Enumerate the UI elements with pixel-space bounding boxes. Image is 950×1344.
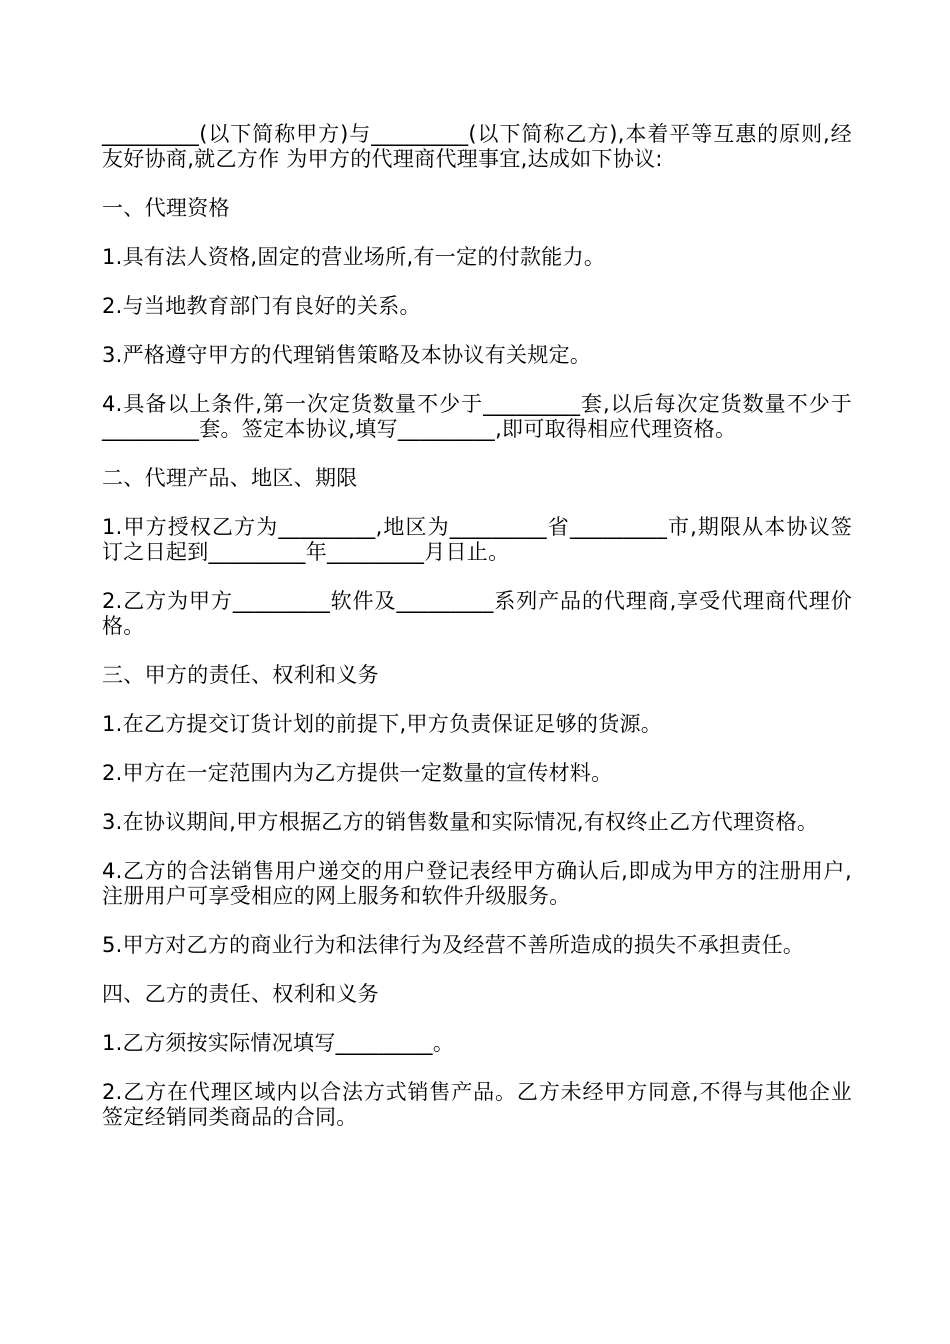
clause-1-2: 2.与当地教育部门有良好的关系。 (102, 294, 421, 318)
clause-3-3: 3.在协议期间,甲方根据乙方的销售数量和实际情况,有权终止乙方代理资格。 (102, 810, 819, 834)
clause-2-2: 2.乙方为甲方_________软件及_________系列产品的代理商,享受代理商代理价格。 (102, 589, 852, 638)
document-page (102, 122, 852, 1154)
clause-3-2: 2.甲方在一定范围内为乙方提供一定数量的宣传材料。 (102, 761, 613, 785)
clause-1-3: 3.严格遵守甲方的代理销售策略及本协议有关规定。 (102, 343, 592, 367)
section-heading-3: 三、甲方的责任、权利和义务 (102, 663, 379, 687)
section-heading-1: 一、代理资格 (102, 196, 230, 220)
clause-3-4: 4.乙方的合法销售用户递交的用户登记表经甲方确认后,即成为甲方的注册用户,注册用户可享受相应的网上服务和软件升级服务。 (102, 859, 852, 908)
clause-2-1: 1.甲方授权乙方为_________,地区为_________省_________市,期限从本协议签订之日起到_________年_________月日止。 (102, 515, 852, 564)
clause-4-2: 2.乙方在代理区域内以合法方式销售产品。乙方未经甲方同意,不得与其他企业签定经销同类商品的合同。 (102, 1080, 852, 1129)
intro-paragraph: _________(以下简称甲方)与_________(以下简称乙方),本着平等互惠的原则,经友好协商,就乙方作 为甲方的代理商代理事宜,达成如下协议: (102, 122, 852, 171)
clause-3-1: 1.在乙方提交订货计划的前提下,甲方负责保证足够的货源。 (102, 712, 663, 736)
clause-4-1: 1.乙方须按实际情况填写_________。 (102, 1031, 455, 1055)
clause-3-5: 5.甲方对乙方的商业行为和法律行为及经营不善所造成的损失不承担责任。 (102, 933, 805, 957)
section-heading-2: 二、代理产品、地区、期限 (102, 466, 358, 490)
clause-1-1: 1.具有法人资格,固定的营业场所,有一定的付款能力。 (102, 245, 606, 269)
section-heading-4: 四、乙方的责任、权利和义务 (102, 982, 379, 1006)
clause-1-4: 4.具备以上条件,第一次定货数量不少于_________套,以后每次定货数量不少于_________套。签定本协议,填写_________,即可取得相应代理资格。 (102, 392, 852, 441)
